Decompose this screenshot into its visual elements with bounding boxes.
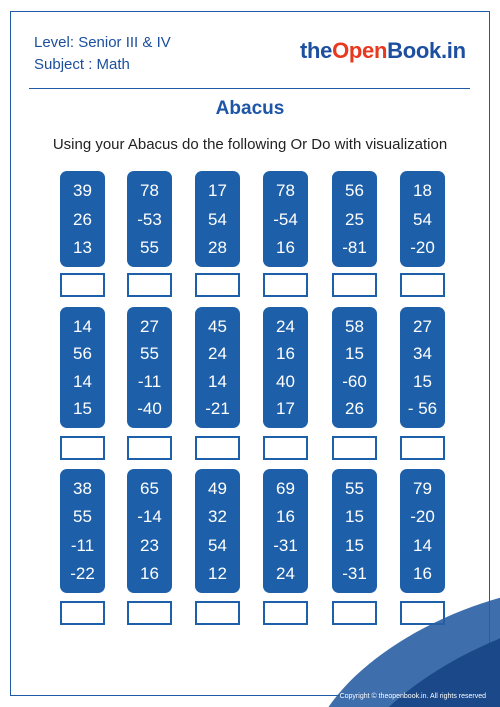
problem-number: 12 (208, 563, 227, 583)
problem-number: 16 (276, 237, 295, 257)
logo-the: the (300, 38, 333, 63)
problem-number: 49 (208, 479, 227, 499)
problem-card (195, 469, 240, 593)
answer-box[interactable] (332, 601, 377, 625)
problem-number: 78 (276, 181, 295, 201)
problem-number: 27 (413, 316, 432, 336)
problem-number: 27 (140, 316, 159, 336)
answer-box[interactable] (263, 436, 308, 460)
problem-number: 14 (73, 371, 92, 391)
problem-card (127, 171, 172, 267)
answer-box[interactable] (400, 436, 445, 460)
problem-number: 14 (208, 371, 227, 391)
copyright-text: Copyright © theopenbook.in. All rights reserved (339, 693, 486, 700)
answer-box[interactable] (127, 273, 172, 297)
problem-number: 55 (73, 507, 92, 527)
problem-number: 15 (345, 507, 364, 527)
problem-number: -20 (410, 237, 435, 257)
problem-number: 24 (276, 316, 295, 336)
problem-number: 25 (345, 209, 364, 229)
problem-number: 56 (345, 181, 364, 201)
problem-number: -81 (342, 237, 367, 257)
problem-card (60, 469, 105, 593)
problem-number: 54 (413, 209, 432, 229)
instruction-text: Using your Abacus do the following Or Do with visualization (52, 136, 448, 153)
problem-number: -31 (342, 563, 367, 583)
problem-number: 15 (73, 399, 92, 419)
problem-number: 55 (140, 237, 159, 257)
problem-number: 18 (413, 181, 432, 201)
answer-box[interactable] (195, 273, 240, 297)
logo-book: Book.in (387, 38, 466, 63)
problem-number: 55 (140, 344, 159, 364)
answer-box[interactable] (60, 436, 105, 460)
answer-box[interactable] (127, 601, 172, 625)
logo-open: Open (332, 38, 388, 63)
answer-box[interactable] (332, 436, 377, 460)
problem-card (60, 307, 105, 428)
answer-box[interactable] (263, 273, 308, 297)
problem-card (400, 307, 445, 428)
problem-number: 26 (345, 399, 364, 419)
problem-number: 54 (208, 535, 227, 555)
problem-card (400, 171, 445, 267)
problem-number: -40 (137, 399, 162, 419)
problem-number: -20 (410, 507, 435, 527)
problem-number: 32 (208, 507, 227, 527)
problem-card (400, 469, 445, 593)
subject-label: Subject : Math (34, 56, 130, 73)
problem-number: 55 (345, 479, 364, 499)
problem-number: 14 (73, 316, 92, 336)
answer-box[interactable] (195, 601, 240, 625)
problem-number: 16 (140, 563, 159, 583)
problem-number: 15 (413, 371, 432, 391)
answer-box[interactable] (127, 436, 172, 460)
problem-number: 26 (73, 209, 92, 229)
problem-number: 45 (208, 316, 227, 336)
problem-number: 34 (413, 344, 432, 364)
problem-number: 56 (73, 344, 92, 364)
problem-number: 28 (208, 237, 227, 257)
theopenbook-logo (300, 38, 466, 64)
problem-number: 15 (345, 535, 364, 555)
problem-number: 69 (276, 479, 295, 499)
problem-number: -21 (205, 399, 230, 419)
answer-box[interactable] (60, 601, 105, 625)
problem-number: 13 (73, 237, 92, 257)
problem-number: 16 (413, 563, 432, 583)
problem-number: 58 (345, 316, 364, 336)
problem-number: 79 (413, 479, 432, 499)
worksheet-title: Abacus (215, 98, 285, 119)
problem-number: 14 (413, 535, 432, 555)
problem-number: 24 (276, 563, 295, 583)
problem-card (195, 171, 240, 267)
problem-number: 17 (208, 181, 227, 201)
problem-number: -53 (137, 209, 162, 229)
problem-number: 65 (140, 479, 159, 499)
problem-number: 39 (73, 181, 92, 201)
problem-card (263, 469, 308, 593)
problem-number: -31 (273, 535, 298, 555)
level-label: Level: Senior III & IV (34, 34, 171, 51)
problem-number: -14 (137, 507, 162, 527)
problem-card (263, 171, 308, 267)
problem-card (127, 307, 172, 428)
problem-number: -11 (137, 371, 162, 391)
answer-box[interactable] (263, 601, 308, 625)
problem-card (195, 307, 240, 428)
problem-number: 78 (140, 181, 159, 201)
answer-box[interactable] (195, 436, 240, 460)
header-divider (29, 88, 470, 89)
problem-number: -54 (273, 209, 298, 229)
answer-box[interactable] (60, 273, 105, 297)
problem-number: -22 (70, 563, 95, 583)
problem-card (263, 307, 308, 428)
problem-number: 16 (276, 507, 295, 527)
problem-number: 15 (345, 344, 364, 364)
problem-card (332, 307, 377, 428)
answer-box[interactable] (332, 273, 377, 297)
problem-number: 54 (208, 209, 227, 229)
problem-card (60, 171, 105, 267)
problem-number: -60 (342, 371, 367, 391)
problem-number: 38 (73, 479, 92, 499)
problem-number: - 56 (407, 399, 438, 419)
problem-number: 40 (276, 371, 295, 391)
problem-card (332, 469, 377, 593)
problem-number: -11 (70, 535, 95, 555)
problem-card (127, 469, 172, 593)
problem-number: 24 (208, 344, 227, 364)
problem-number: 17 (276, 399, 295, 419)
problem-number: 16 (276, 344, 295, 364)
answer-box[interactable] (400, 273, 445, 297)
problem-card (332, 171, 377, 267)
problem-number: 23 (140, 535, 159, 555)
